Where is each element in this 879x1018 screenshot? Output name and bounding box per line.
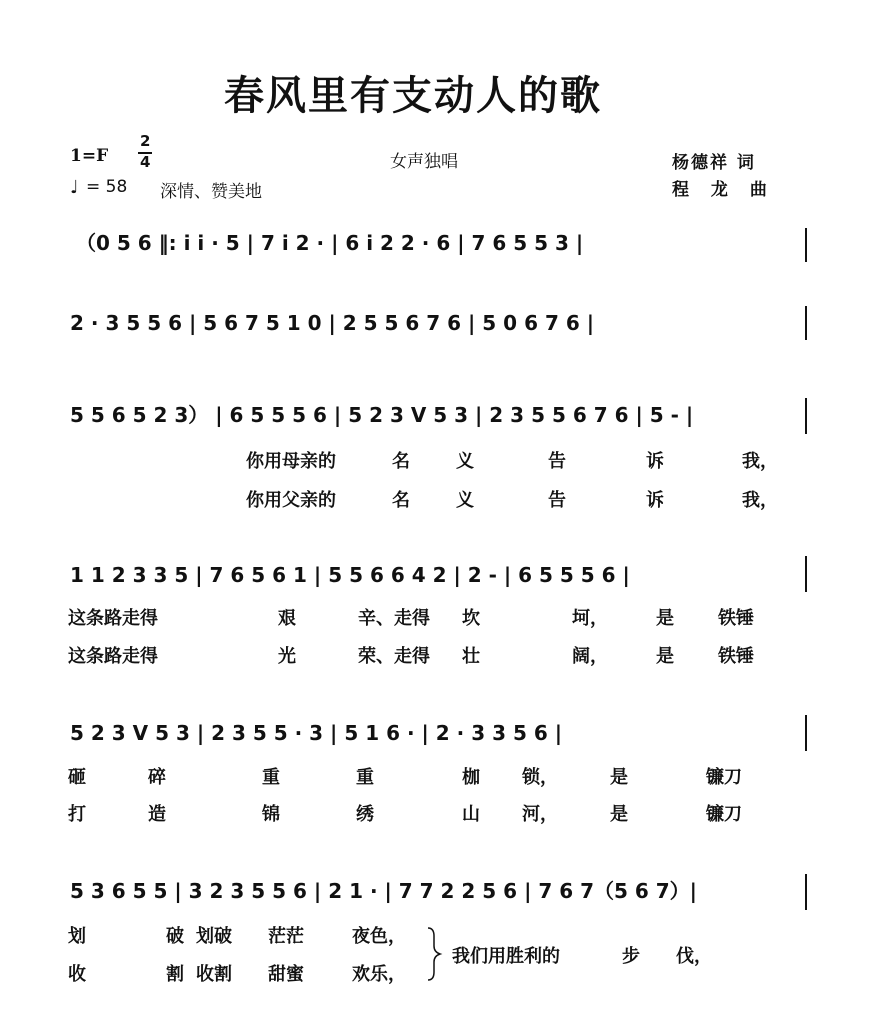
lyric-line3-verse1-c: 义 xyxy=(456,451,474,472)
lyric-line4-verse1-b: 艰 xyxy=(278,608,296,629)
lyric-line4-verse1-e: 坷， xyxy=(572,608,608,629)
lyric-line5-verse1-c: 重 xyxy=(262,767,280,788)
lyric-line5-verse1-f: 锁， xyxy=(522,767,558,788)
song-title: 春风里有支动人的歌 xyxy=(224,72,602,119)
lyric-line5-verse1-e: 枷 xyxy=(462,767,480,788)
lyric-line3-verse2-a: 你用父亲的 xyxy=(246,490,336,511)
lyric-line5-verse1-h: 镰刀 xyxy=(706,767,742,788)
lyric-line4-verse2-c: 荣、走得 xyxy=(358,646,430,667)
lyric-line5-verse1-b: 碎 xyxy=(148,767,166,788)
lyric-line3-verse2-c: 义 xyxy=(456,490,474,511)
lyric-line4-verse2-a: 这条路走得 xyxy=(68,646,158,667)
lyricist: 杨德祥 词 xyxy=(672,153,756,173)
score-line-1 xyxy=(76,231,583,255)
lyric-line6-verse2-b: 割 xyxy=(166,964,184,985)
svg-text:1 1 2 3 3 5 | 7 6 5 6 1 | 5 5: 1 1 2 3 3 5 | 7 6 5 6 1 | 5 5 6 6 4 2 | 2 - | 6 5 5 5 6 | xyxy=(70,563,630,587)
lyric-line6-verse2-a: 收 xyxy=(68,964,86,985)
lyric-line6-verse2-c: 收割 xyxy=(196,964,232,985)
lyric-line3-verse1-e: 诉 xyxy=(646,451,664,472)
time-signature-denominator: 4 xyxy=(140,153,151,171)
lyric-line5-verse1-g: 是 xyxy=(610,767,628,788)
lyric-line5-verse2-g: 是 xyxy=(610,804,628,825)
svg-text:5 5 6 5 2 3） | 6 5 5 5 6 | 5 2: 5 5 6 5 2 3） | 6 5 5 5 6 | 5 2 3 V 5 3 | 2 3 5 5 6 7 6 | 5 - | xyxy=(70,403,694,427)
lyric-line6-shared-a: 我们用胜利的 xyxy=(452,946,560,967)
lyric-line4-verse2-b: 光 xyxy=(278,646,296,667)
lyric-line6-verse2-d: 甜蜜 xyxy=(268,964,304,985)
lyric-line4-verse1-a: 这条路走得 xyxy=(68,608,158,629)
lyric-line6-shared-c: 伐， xyxy=(676,946,712,967)
lyric-line3-verse1-a: 你用母亲的 xyxy=(246,451,336,472)
score-line-5 xyxy=(70,721,562,745)
time-signature-numerator: 2 xyxy=(140,132,151,150)
expression-marking: 深情、赞美地 xyxy=(160,182,262,202)
lyric-line4-verse1-g: 铁锤 xyxy=(718,608,754,629)
lyric-line3-verse2-b: 名 xyxy=(392,490,410,511)
lyric-brace xyxy=(428,928,440,980)
lyric-line4-verse1-c: 辛、走得 xyxy=(358,608,430,629)
lyric-line6-verse1-e: 夜色， xyxy=(352,926,406,947)
lyric-line3-verse1-b: 名 xyxy=(392,451,410,472)
lyric-line6-shared-b: 步 xyxy=(622,946,640,967)
composer: 程 龙 曲 xyxy=(672,180,775,200)
score-line-3 xyxy=(70,403,693,427)
lyric-line3-verse2-e: 诉 xyxy=(646,490,664,511)
lyric-line5-verse2-c: 锦 xyxy=(262,804,280,825)
lyric-line6-verse1-c: 划破 xyxy=(196,926,232,947)
lyric-line3-verse2-d: 告 xyxy=(548,490,566,511)
svg-text:5 2 3 V 5 3 | 2 3 5 5 · 3 | 5: 5 2 3 V 5 3 | 2 3 5 5 · 3 | 5 1 6 · | 2 · 3 3 5 6 | xyxy=(70,721,563,745)
lyric-line5-verse2-e: 山 xyxy=(462,804,480,825)
lyric-line4-verse1-f: 是 xyxy=(656,608,674,629)
score-line-4 xyxy=(70,563,630,587)
lyric-line3-verse1-d: 告 xyxy=(548,451,566,472)
lyric-line3-verse1-f: 我， xyxy=(742,451,778,472)
lyric-line4-verse2-e: 阔， xyxy=(572,646,608,667)
svg-text:2 · 3 5 5 6 | 5 6 7 5 1 0 | 2: 2 · 3 5 5 6 | 5 6 7 5 1 0 | 2 5 5 6 7 6 | 5 0 6 7 6 | xyxy=(70,311,595,335)
lyric-line5-verse1-d: 重 xyxy=(356,767,374,788)
lyric-line4-verse2-g: 铁锤 xyxy=(718,646,754,667)
voice-type: 女声独唱 xyxy=(390,152,458,172)
svg-text:5 3 6 5 5 | 3 2 3 5 5 6 | 2 1: 5 3 6 5 5 | 3 2 3 5 5 6 | 2 1 · | 7 7 2 2 5 6 | 7 6 7（5 6 7）| xyxy=(70,879,697,903)
lyric-line3-verse2-f: 我， xyxy=(742,490,778,511)
quarter-note-icon: ♩ xyxy=(70,177,79,198)
score-line-2 xyxy=(70,311,594,335)
lyric-line4-verse2-f: 是 xyxy=(656,646,674,667)
lyric-line5-verse2-h: 镰刀 xyxy=(706,804,742,825)
lyric-line6-verse2-e: 欢乐， xyxy=(352,964,406,985)
svg-text:（0 5 6 ‖: i i · 5 | 7 i 2 · |: （0 5 6 ‖: i i · 5 | 7 i 2 · | 6 i 2 2 · 6 | 7 6 5 5 3 | xyxy=(76,231,584,255)
lyric-line5-verse2-b: 造 xyxy=(148,804,166,825)
key-signature: 1=F xyxy=(70,146,109,166)
tempo-marking: = 58 xyxy=(86,177,128,197)
lyric-line4-verse2-d: 壮 xyxy=(462,646,480,667)
lyric-line5-verse1-a: 砸 xyxy=(68,767,86,788)
lyric-line6-verse1-b: 破 xyxy=(166,926,184,947)
lyric-line5-verse2-a: 打 xyxy=(68,804,86,825)
lyric-line5-verse2-f: 河， xyxy=(522,804,558,825)
lyric-line4-verse1-d: 坎 xyxy=(462,608,480,629)
lyric-line6-verse1-a: 划 xyxy=(68,926,86,947)
lyric-line6-verse1-d: 茫茫 xyxy=(268,926,304,947)
lyric-line5-verse2-d: 绣 xyxy=(356,804,374,825)
score-line-6 xyxy=(70,879,697,903)
